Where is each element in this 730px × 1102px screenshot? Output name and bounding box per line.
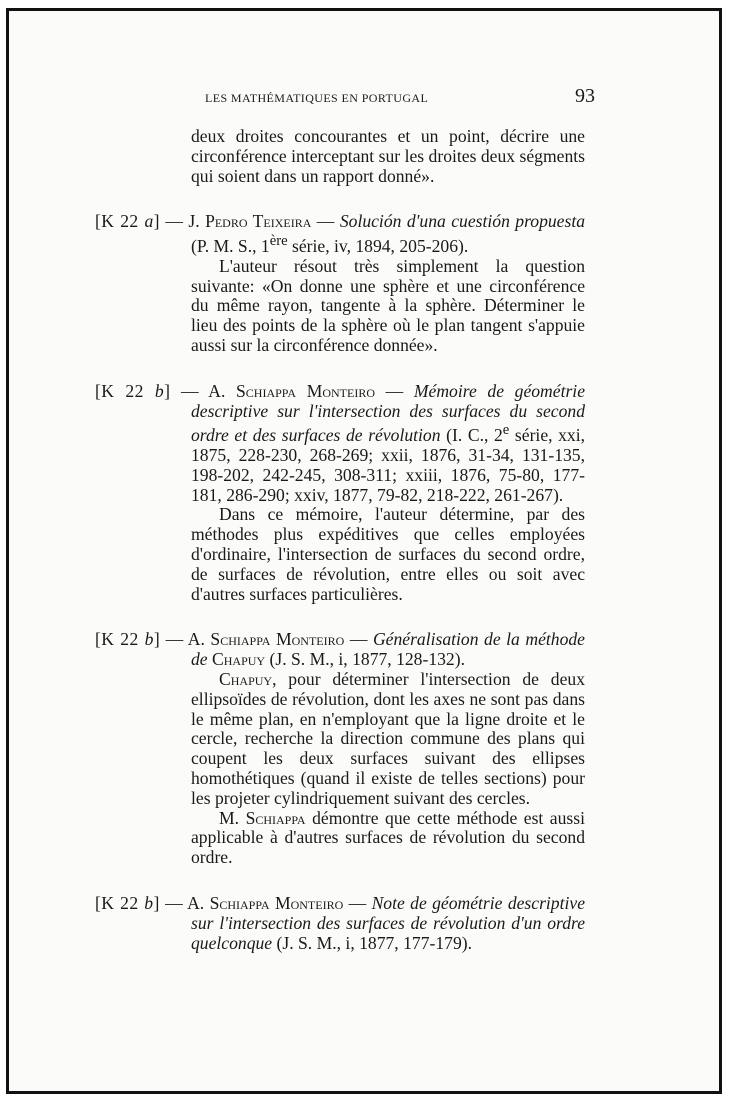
body-text [95,127,585,953]
page [6,8,722,1094]
entry-heading: [K 22 b] — A. Schiappa Monteiro — Généralisation de la méthode de Chapuy (J. S. M., i, 1877, 128-132). [95,629,585,670]
reference: (I. C., 2e série, xxi, 1875, 228-230, 268-269; xxii, 1876, 31-34, 131-135, 198-202, 242-245, 308-311; xxiii, 1876, 75-80, 177-181, 286-290; xxiv, 1877, 79-82, 218-222, 261-267). [191,422,586,505]
classification-code: [K 22 a] [95,211,160,232]
classification-code: [K 22 b] [95,380,171,401]
bibliography-entry [95,212,585,355]
work-title-name: Chapuy [212,649,266,670]
work-title: Note de géométrie descriptive sur l'intersection des surfaces de révolution d'un ordre quelconque [191,893,586,953]
author: A. Schiappa Monteiro [208,380,375,401]
author: A. Schiappa Monteiro [187,629,345,650]
summary-paragraph: Chapuy, pour déterminer l'intersection de deux ellipsoïdes de révolution, dont les axes ne sont pas dans le même plan, en n'employant que la ligne droite et le cercle, recherche la direction commune des plans qui coupent les deux surfaces suivant des ellipses homothétiques (quand il existe de telles sections) pour les projeter cylindriquement suivant des cercles. [191,669,585,808]
entry-heading: [K 22 b] — A. Schiappa Monteiro — Note de géométrie descriptive sur l'intersection des surfaces de révolution d'un ordre quelconque (J. S. M., i, 1877, 177-179). [95,893,586,953]
running-head: LES MATHÉMATIQUES EN PORTUGAL [205,91,429,105]
bibliography-entry [95,630,585,868]
reference: (P. M. S., 1ère série, iv, 1894, 205-206). [191,233,469,257]
reference: (J. S. M., i, 1877, 177-179). [272,932,472,953]
author: J. Pedro Teixeira [188,211,312,232]
classification-code: [K 22 b] [95,629,161,650]
entry-heading: [K 22 a] — J. Pedro Teixeira — Solución d'una cuestión propuesta (P. M. S., 1ère série, iv, 1894, 205-206). [95,211,586,257]
bibliography-entry [95,382,585,605]
continuation-paragraph: deux droites concourantes et un point, décrire une circonférence interceptant sur les droites deux ségments qui soient dans un rapport donné». [191,126,585,186]
work-title: Mémoire de géométrie descriptive sur l'intersection des surfaces du second ordre et des surfaces de révolution [191,380,585,446]
classification-code: [K 22 b] [95,893,160,914]
page-number: 93 [575,85,595,107]
work-title: Solución d'una cuestión propuesta [339,211,586,232]
entry-summary [191,257,585,356]
reference: (J. S. M., i, 1877, 128-132). [265,649,465,670]
entry-summary [191,505,585,604]
author: A. Schiappa Monteiro [187,893,344,914]
summary-paragraph: L'auteur résout très simplement la question suivante: «On donne une sphère et une circonférence du même rayon, tangente à la sphère. Déterminer le lieu des points de la sphère où le plan tangent s'appuie aussi sur la circonférence donnée». [191,255,585,356]
bibliography-entry [95,894,585,953]
entry-heading: [K 22 b] — A. Schiappa Monteiro — Mémoire de géométrie descriptive sur l'intersection des surfaces du second ordre et des surfaces de révolution (I. C., 2e série, xxi, 1875, 228-230, 268-269; xxii, 1876, 31-34, 131-135, 198-202, 242-245, 308-311; xxiii, 1876, 75-80, 177-181, 286-290; xxiv, 1877, 79-82, 218-222, 261-267). [95,380,586,505]
entry-summary [191,670,585,868]
summary-paragraph: Dans ce mémoire, l'auteur détermine, par des méthodes plus expéditives que celles employées d'ordinaire, l'intersection de surfaces du second ordre, de surfaces de révolution, entre elles ou soit avec d'autres surfaces particulières. [191,504,585,604]
work-title: Généralisation de la méthode de [191,629,585,670]
summary-paragraph: M. Schiappa démontre que cette méthode est aussi applicable à d'autres surfaces de révolution du second ordre. [191,807,585,868]
